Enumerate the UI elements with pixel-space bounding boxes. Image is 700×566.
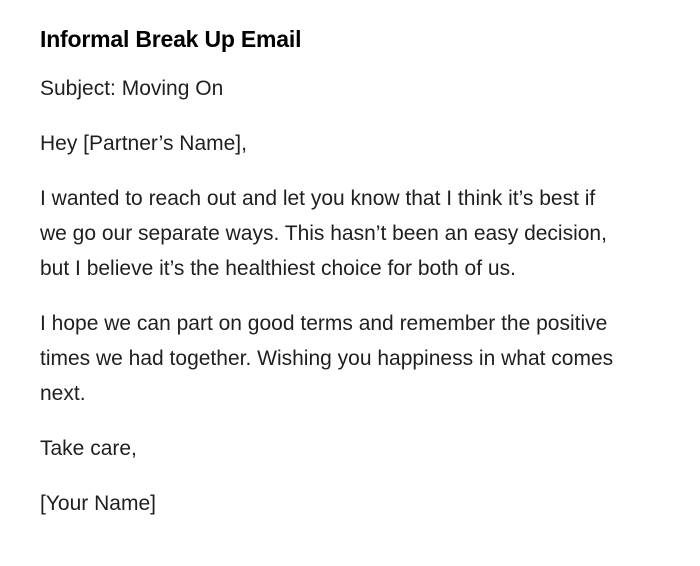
paragraph-line: I wanted to reach out and let you know that I think it’s best if xyxy=(40,187,596,210)
subject-line: Subject: Moving On xyxy=(40,77,224,100)
paragraph-line: I hope we can part on good terms and remember the positive xyxy=(40,312,608,335)
paragraph-line: we go our separate ways. This hasn’t been an easy decision, xyxy=(40,222,607,245)
page-title: Informal Break Up Email xyxy=(40,26,302,52)
body-paragraph-2 xyxy=(40,306,670,411)
signature-line: [Your Name] xyxy=(40,492,156,515)
paragraph-line: times we had together. Wishing you happiness in what comes xyxy=(40,347,614,370)
paragraph-line: next. xyxy=(40,382,86,405)
paragraph-line: but I believe it’s the healthiest choice for both of us. xyxy=(40,257,516,280)
signoff-line: Take care, xyxy=(40,437,137,460)
greeting-line: Hey [Partner’s Name], xyxy=(40,132,247,155)
body-paragraph-1 xyxy=(40,181,670,286)
